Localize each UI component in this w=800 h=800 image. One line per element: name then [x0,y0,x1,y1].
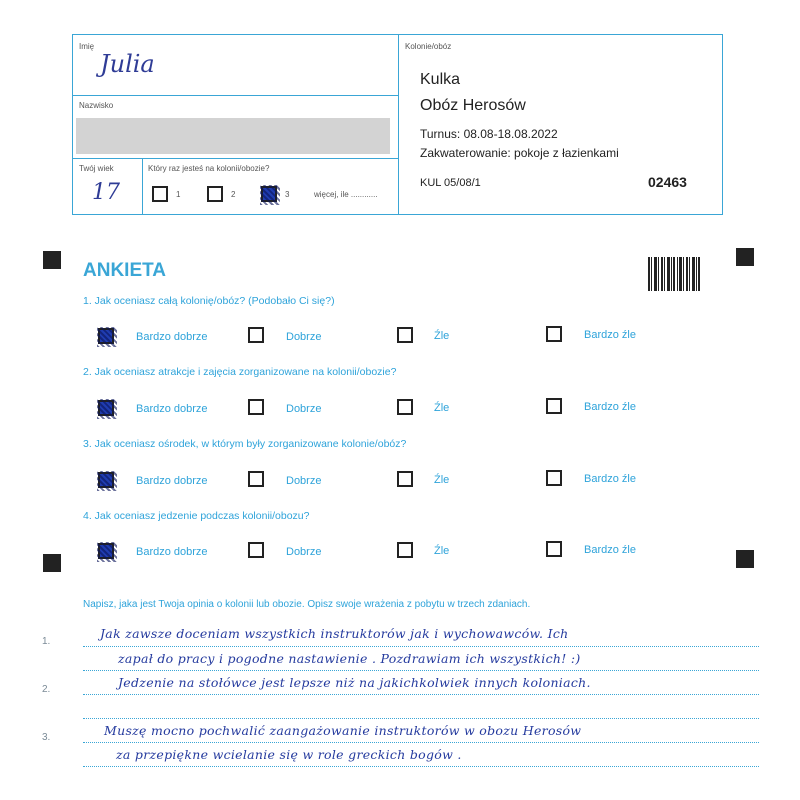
q1-label-dobrze: Dobrze [286,331,322,343]
times-label: Który raz jesteś na kolonii/obozie? [148,164,270,173]
opinion-number-2: 2. [42,684,51,695]
q2-label-dobrze: Dobrze [286,403,322,415]
camp-accommodation: Zakwaterowanie: pokoje z łazienkami [420,146,619,160]
name-value[interactable]: Julia [100,50,155,78]
times-option-3: 3 [285,190,290,199]
opinion-text-1[interactable]: Jak zawsze doceniam wszystkich instruktorów jak i wychowawców. Ich [100,626,569,641]
q3-label-zle: Źle [434,474,450,486]
q1-label-bardzo-dobrze: Bardzo dobrze [136,331,208,343]
q4-option-bardzo-dobrze[interactable] [98,543,114,559]
registration-mark-top-left [43,251,61,269]
q2-label-bardzo-zle: Bardzo źle [584,401,636,413]
opinion-line-3 [83,694,759,695]
question-4: 4. Jak oceniasz jedzenie podczas kolonii/obozu? [83,510,310,522]
barcode-icon [648,257,700,291]
q3-label-bardzo-zle: Bardzo źle [584,473,636,485]
q1-label-zle: Źle [434,330,450,342]
survey-title: ANKIETA [83,260,167,281]
opinion-number-3: 3. [42,732,51,743]
q3-option-zle[interactable] [397,471,413,487]
q2-label-zle: Źle [434,402,450,414]
q2-option-zle[interactable] [397,399,413,415]
q3-label-dobrze: Dobrze [286,475,322,487]
opinion-prompt: Napisz, jaka jest Twoja opinia o kolonii lub obozie. Opisz swoje wrażenia z pobytu w trzech zdaniach. [83,599,531,610]
q3-option-bardzo-zle[interactable] [546,470,562,486]
times-checkbox-2[interactable] [207,186,223,202]
q2-option-bardzo-zle[interactable] [546,398,562,414]
q1-label-bardzo-zle: Bardzo źle [584,329,636,341]
surname-label: Nazwisko [79,101,114,110]
header-divider-3 [142,158,143,215]
q1-option-dobrze[interactable] [248,327,264,343]
q4-option-zle[interactable] [397,542,413,558]
q4-option-bardzo-zle[interactable] [546,541,562,557]
q1-option-bardzo-zle[interactable] [546,326,562,342]
question-3: 3. Jak oceniasz ośrodek, w którym były zorganizowane kolonie/obóz? [83,438,407,450]
registration-mark-bottom-right [736,550,754,568]
q4-label-bardzo-dobrze: Bardzo dobrze [136,546,208,558]
opinion-line-1 [83,646,759,647]
header-divider-2 [72,158,399,159]
opinion-line-4 [83,718,759,719]
times-option-2: 2 [231,190,236,199]
q2-option-dobrze[interactable] [248,399,264,415]
registration-mark-bottom-left [43,554,61,572]
age-label: Twój wiek [79,164,114,173]
opinion-text-2[interactable]: zapał do pracy i pogodne nastawienie . Pozdrawiam ich wszystkich! :) [118,651,581,666]
times-checkbox-3[interactable] [261,186,277,202]
times-checkbox-1[interactable] [152,186,168,202]
q4-label-dobrze: Dobrze [286,546,322,558]
name-label: Imię [79,42,95,51]
times-option-1: 1 [176,190,181,199]
q1-option-zle[interactable] [397,327,413,343]
q3-option-bardzo-dobrze[interactable] [98,472,114,488]
opinion-number-1: 1. [42,636,51,647]
camp-label: Kolonie/obóz [405,42,452,51]
q4-label-bardzo-zle: Bardzo źle [584,544,636,556]
times-more: więcej, ile ............ [314,190,378,199]
q2-label-bardzo-dobrze: Bardzo dobrze [136,403,208,415]
q2-option-bardzo-dobrze[interactable] [98,400,114,416]
registration-mark-top-right [736,248,754,266]
q4-label-zle: Źle [434,545,450,557]
form-number: 02463 [648,174,687,190]
opinion-line-2 [83,670,759,671]
q3-label-bardzo-dobrze: Bardzo dobrze [136,475,208,487]
question-2: 2. Jak oceniasz atrakcje i zajęcia zorganizowane na kolonii/obozie? [83,366,397,378]
camp-turnus: Turnus: 08.08-18.08.2022 [420,127,558,141]
camp-name: Kulka [420,71,461,88]
age-value[interactable]: 17 [92,180,120,205]
camp-title: Obóz Herosów [420,97,526,114]
q3-option-dobrze[interactable] [248,471,264,487]
header-divider-1 [72,95,399,96]
opinion-text-4[interactable]: Muszę mocno pochwalić zaangażowanie instruktorów w obozu Herosów [104,723,582,738]
surname-redacted [76,118,390,154]
question-1: 1. Jak oceniasz całą kolonię/obóz? (Podobało Ci się?) [83,295,335,307]
header-divider-vertical [398,34,399,215]
opinion-text-5[interactable]: za przepiękne wcielanie się w role greckich bogów . [116,747,462,762]
q4-option-dobrze[interactable] [248,542,264,558]
camp-code: KUL 05/08/1 [420,177,481,189]
opinion-text-3[interactable]: Jedzenie na stołówce jest lepsze niż na jakichkolwiek innych koloniach. [118,675,591,690]
q1-option-bardzo-dobrze[interactable] [98,328,114,344]
opinion-line-5 [83,742,759,743]
opinion-line-6 [83,766,759,767]
